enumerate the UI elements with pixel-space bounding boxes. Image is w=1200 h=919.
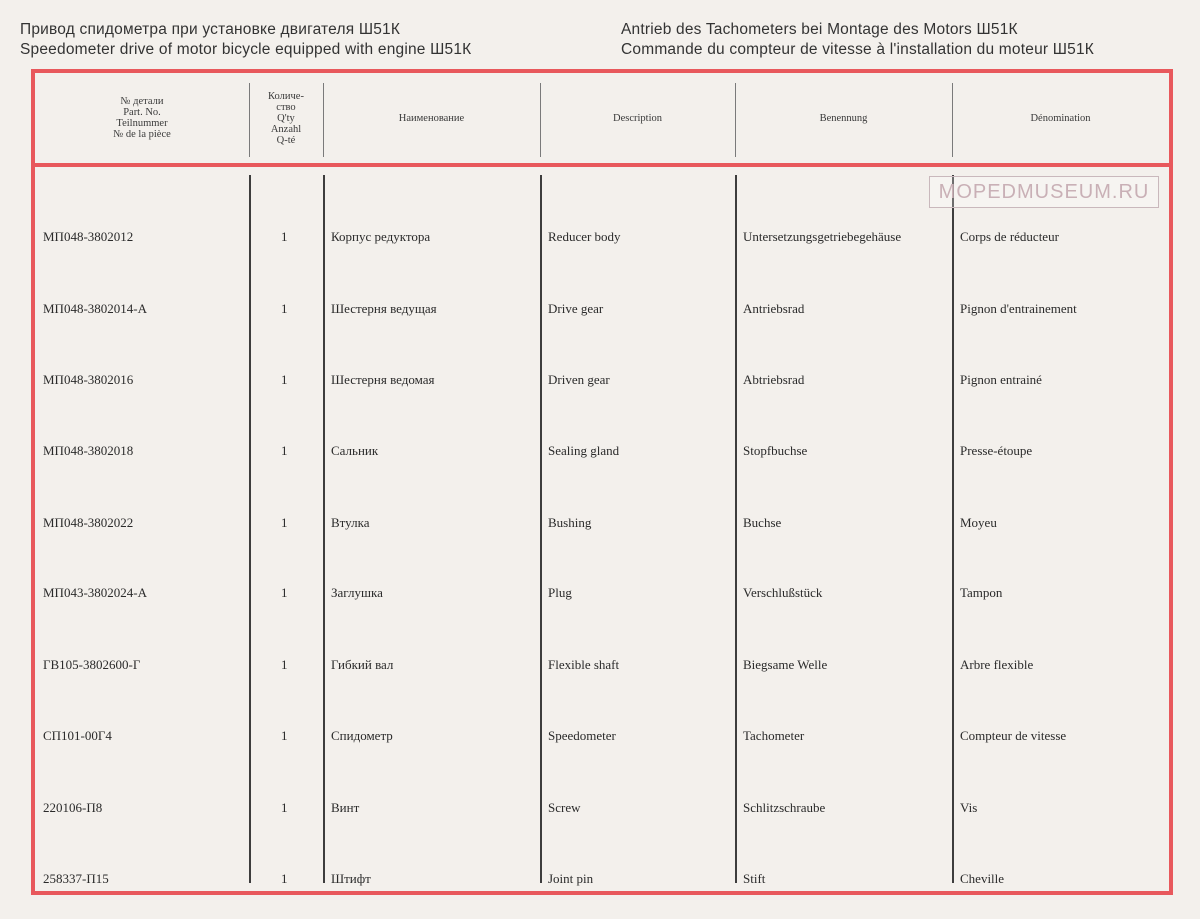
cell-part: МП048-3802012	[43, 229, 134, 244]
cell-part: 258337-П15	[43, 871, 109, 886]
cell-qty: 1	[281, 229, 288, 244]
cell-en: Speedometer	[548, 728, 616, 743]
cell-qty: 1	[281, 728, 288, 743]
cell-ru: Штифт	[331, 871, 371, 886]
cell-fr: Tampon	[960, 585, 1003, 600]
cell-de: Buchse	[743, 515, 782, 530]
cell-qty: 1	[281, 585, 288, 600]
cell-fr: Presse-étoupe	[960, 443, 1033, 458]
cell-qty: 1	[281, 443, 288, 458]
cell-fr: Cheville	[960, 871, 1005, 886]
cell-de: Untersetzungsgetriebegehäuse	[743, 229, 902, 244]
cell-fr: Pignon d'entrainement	[960, 301, 1077, 316]
header-fr: Dénomination	[1030, 112, 1091, 124]
cell-ru: Шестерня ведущая	[331, 301, 437, 316]
table-row	[35, 585, 1169, 605]
cell-fr: Moyeu	[960, 515, 997, 530]
cell-qty: 1	[281, 301, 288, 316]
cell-fr: Corps de réducteur	[960, 229, 1059, 244]
cell-part: ГВ105-3802600-Г	[43, 657, 141, 672]
cell-fr: Vis	[960, 800, 978, 815]
cell-qty: 1	[281, 372, 288, 387]
title-fr: Commande du compteur de vitesse à l'installation du moteur Ш51К	[621, 41, 1095, 58]
cell-part: 220106-П8	[43, 800, 103, 815]
cell-en: Bushing	[548, 515, 592, 530]
cell-de: Tachometer	[743, 728, 805, 743]
cell-en: Screw	[548, 800, 581, 815]
table-row	[35, 515, 1169, 535]
cell-de: Stopfbuchse	[743, 443, 808, 458]
cell-en: Driven gear	[548, 372, 610, 387]
table-row	[35, 301, 1169, 321]
cell-ru: Заглушка	[331, 585, 383, 600]
table-row	[35, 728, 1169, 748]
cell-en: Plug	[548, 585, 572, 600]
cell-en: Joint pin	[548, 871, 594, 886]
cell-fr: Pignon entrainé	[960, 372, 1042, 387]
cell-en: Sealing gland	[548, 443, 620, 458]
title-de: Antrieb des Tachometers bei Montage des Motors Ш51К	[621, 21, 1018, 38]
cell-ru: Гибкий вал	[331, 657, 394, 672]
cell-ru: Шестерня ведомая	[331, 372, 435, 387]
header-en: Description	[613, 112, 662, 124]
cell-qty: 1	[281, 515, 288, 530]
cell-de: Abtriebsrad	[743, 372, 805, 387]
cell-qty: 1	[281, 800, 288, 815]
table-row	[35, 372, 1169, 392]
cell-fr: Arbre flexible	[960, 657, 1034, 672]
cell-part: МП043-3802024-А	[43, 585, 147, 600]
cell-ru: Сальник	[331, 443, 379, 458]
page-titles	[20, 20, 1180, 64]
cell-part: СП101-00Г4	[43, 728, 112, 743]
cell-de: Stift	[743, 871, 766, 886]
cell-ru: Втулка	[331, 515, 370, 530]
watermark: MOPEDMUSEUM.RU	[929, 176, 1159, 208]
cell-part: МП048-3802014-А	[43, 301, 147, 316]
cell-de: Schlitzschraube	[743, 800, 826, 815]
title-en: Speedometer drive of motor bicycle equipped with engine Ш51К	[20, 41, 472, 58]
table-row	[35, 229, 1169, 249]
cell-qty: 1	[281, 871, 288, 886]
cell-de: Biegsame Welle	[743, 657, 828, 672]
cell-part: МП048-3802022	[43, 515, 134, 530]
cell-part: МП048-3802016	[43, 372, 134, 387]
table-row	[35, 800, 1169, 820]
table-row	[35, 657, 1169, 677]
table-row	[35, 443, 1169, 463]
cell-de: Verschlußstück	[743, 585, 823, 600]
cell-de: Antriebsrad	[743, 301, 805, 316]
header-de: Benennung	[819, 112, 868, 124]
table-row	[35, 871, 1169, 891]
cell-qty: 1	[281, 657, 288, 672]
cell-ru: Спидометр	[331, 728, 393, 743]
cell-fr: Compteur de vitesse	[960, 728, 1067, 743]
title-ru: Привод спидометра при установке двигателя Ш51К	[20, 21, 401, 38]
table-header	[35, 73, 1169, 167]
header-ru: Наименование	[398, 112, 465, 124]
cell-en: Drive gear	[548, 301, 604, 316]
header-qty: Количе- ство Q'ty Anzahl Q-té	[268, 90, 304, 146]
cell-part: МП048-3802018	[43, 443, 134, 458]
cell-en: Reducer body	[548, 229, 621, 244]
cell-ru: Винт	[331, 800, 360, 815]
cell-en: Flexible shaft	[548, 657, 620, 672]
cell-ru: Корпус редуктора	[331, 229, 431, 244]
header-part-no: № детали Part. No. Teilnummer № de la pièce	[113, 96, 171, 140]
